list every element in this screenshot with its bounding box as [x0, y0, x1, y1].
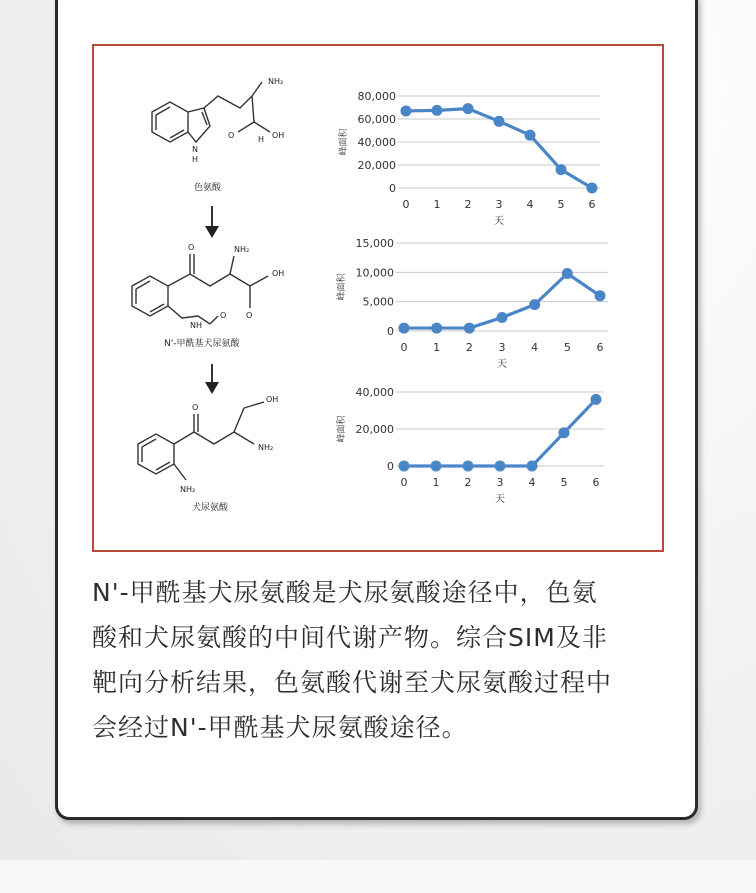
y-tick-label: 10,000	[355, 266, 394, 280]
x-tick-label: 2	[464, 476, 472, 489]
data-point	[463, 461, 474, 472]
indole-h-label: H	[192, 155, 199, 164]
data-point	[399, 323, 410, 334]
y-axis-label: 峰面积	[339, 128, 349, 156]
x-tick-label: 6	[592, 476, 600, 489]
data-point	[494, 116, 505, 127]
data-point	[591, 394, 602, 405]
y-tick-label: 20,000	[357, 159, 396, 172]
o-label-1: O	[228, 131, 235, 140]
nh2-label-2: NH₂	[234, 245, 250, 254]
x-tick-label: 3	[495, 198, 503, 211]
x-tick-label: 6	[588, 198, 596, 211]
figure-frame	[92, 44, 664, 552]
y-tick-label: 15,000	[355, 237, 394, 250]
y-tick-label: 60,000	[357, 113, 396, 126]
y-tick-label: 0	[389, 182, 396, 195]
data-point	[587, 183, 598, 194]
x-tick-label: 4	[528, 476, 536, 489]
bottom-strip	[0, 860, 756, 893]
data-point	[562, 268, 573, 279]
chart-kynurenine	[335, 386, 604, 505]
caption-line-2: 酸和犬尿氨酸的中间代谢产物。综合SIM及非	[92, 623, 608, 652]
x-axis-label: 天	[494, 216, 504, 227]
x-tick-label: 1	[433, 341, 441, 354]
oh-label-3: OH	[266, 395, 279, 404]
y-axis-label: 峰面积	[337, 415, 347, 443]
tryptophan-structure	[152, 82, 270, 142]
x-tick-label: 0	[402, 198, 410, 211]
y-tick-label: 5,000	[362, 295, 394, 309]
o-label-2: O	[188, 243, 195, 252]
oh-label-1: OH	[272, 131, 285, 140]
pathway-labels	[164, 77, 284, 513]
nh2-label-3: NH₂	[258, 443, 274, 452]
x-tick-label: 0	[400, 341, 408, 354]
x-tick-label: 3	[498, 341, 506, 354]
data-point	[595, 290, 606, 301]
x-tick-label: 2	[464, 198, 472, 211]
x-axis-label: 天	[497, 359, 507, 370]
nh2-label-1: NH₂	[268, 77, 284, 86]
data-point	[559, 427, 570, 438]
pathway-diagram	[132, 82, 270, 480]
data-point	[495, 461, 506, 472]
data-point	[399, 461, 410, 472]
x-axis-label: 天	[495, 494, 505, 505]
y-tick-label: 80,000	[357, 90, 396, 103]
x-tick-label: 6	[596, 341, 604, 354]
x-tick-label: 5	[557, 198, 565, 211]
o-label-4: O	[220, 311, 227, 320]
x-tick-label: 5	[563, 341, 571, 354]
oh-label-2: OH	[272, 269, 285, 278]
chart-formylkynurenine	[335, 237, 608, 370]
x-tick-label: 5	[560, 476, 568, 489]
y-axis-label: 峰面积	[337, 273, 347, 301]
h-label-1: H	[258, 135, 265, 144]
data-point	[527, 461, 538, 472]
figure-canvas	[94, 46, 662, 550]
data-point	[431, 323, 442, 334]
chart-tryptophan	[337, 90, 600, 227]
o-label-3: O	[246, 311, 253, 320]
x-tick-label: 3	[496, 476, 504, 489]
data-point	[525, 130, 536, 141]
data-point	[431, 461, 442, 472]
data-point	[463, 103, 474, 114]
y-tick-label: 0	[387, 325, 394, 338]
data-point	[464, 323, 475, 334]
y-tick-label: 20,000	[355, 423, 394, 436]
y-tick-label: 40,000	[355, 386, 394, 399]
o-label-5: O	[192, 403, 199, 412]
caption-line-3: 靶向分析结果，色氨酸代谢至犬尿氨酸过程中	[92, 668, 613, 697]
compound-2-name: N'-甲酰基犬尿氨酸	[164, 339, 240, 349]
data-point	[497, 312, 508, 323]
data-point	[401, 105, 412, 116]
compound-3-name: 犬尿氨酸	[192, 503, 229, 513]
indole-n-label: N	[192, 145, 198, 154]
y-tick-label: 40,000	[357, 136, 396, 149]
caption-line-1: N'-甲酰基犬尿氨酸是犬尿氨酸途径中，色氨	[92, 578, 598, 607]
x-tick-label: 4	[526, 198, 534, 211]
x-tick-label: 1	[432, 476, 440, 489]
compound-1-name: 色氨酸	[194, 183, 222, 193]
x-tick-label: 0	[400, 476, 408, 489]
x-tick-label: 2	[465, 341, 473, 354]
data-point	[529, 299, 540, 310]
y-tick-label: 0	[387, 460, 394, 473]
data-point	[432, 105, 443, 116]
x-tick-label: 1	[433, 198, 441, 211]
nh-label: NH	[190, 321, 202, 330]
caption-line-4: 会经过N'-甲酰基犬尿氨酸途径。	[92, 713, 468, 742]
data-point	[556, 164, 567, 175]
nh2-label-4: NH₂	[180, 485, 196, 494]
caption	[92, 570, 672, 750]
kynurenine-structure	[138, 402, 264, 480]
x-tick-label: 4	[531, 341, 539, 354]
